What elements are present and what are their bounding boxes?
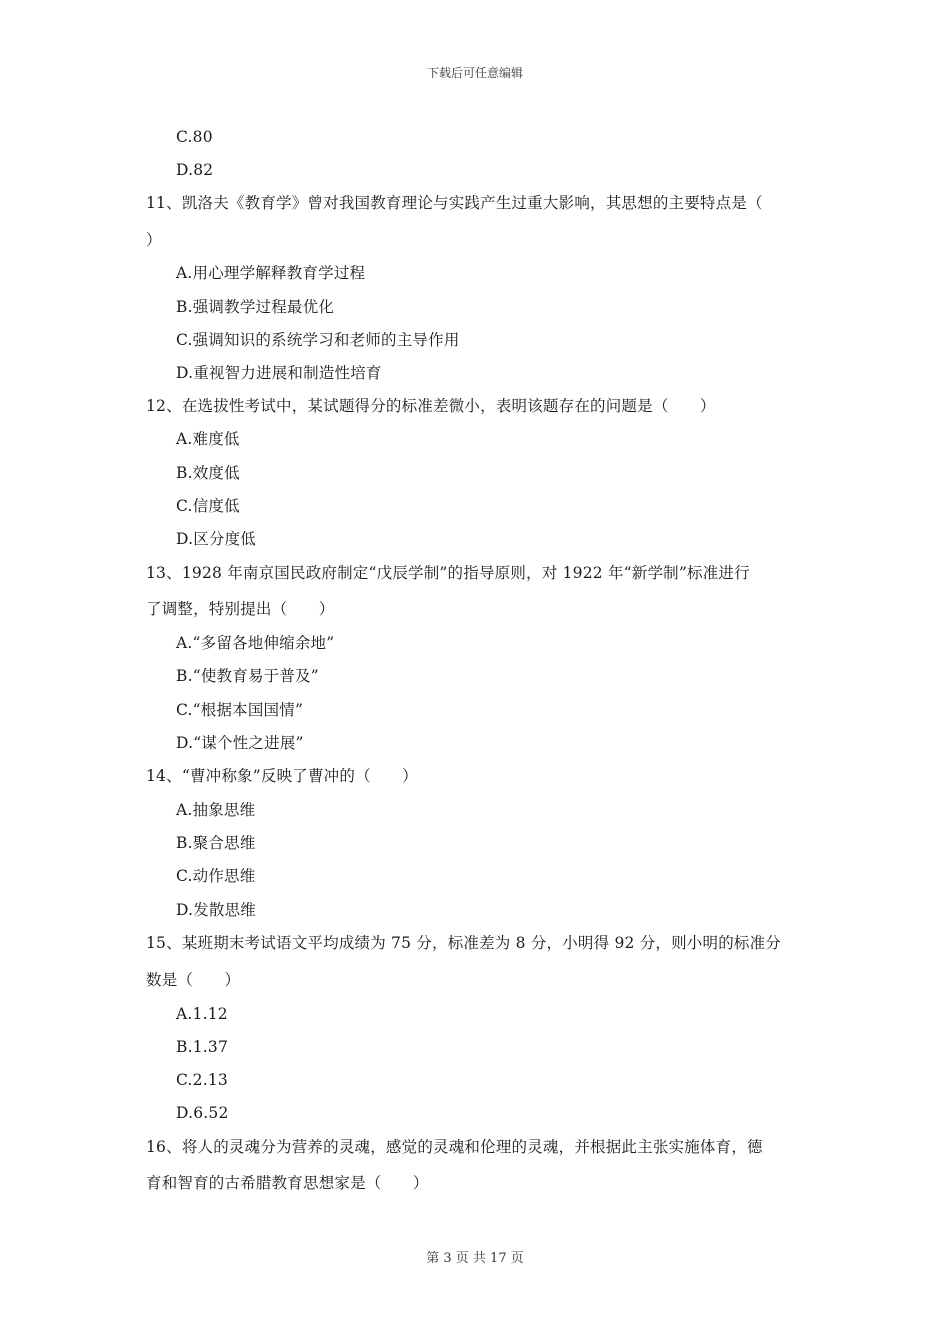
question-16-line-2: 育和智育的古希腊教育思想家是（ ） [146, 1174, 429, 1192]
question-15-line-1: 15、某班期末考试语文平均成绩为 75 分，标准差为 8 分，小明得 92 分，则小明的标准分 [146, 934, 781, 952]
option-d-q14: D.发散思维 [176, 901, 257, 919]
option-c-q14: C.动作思维 [176, 867, 256, 885]
option-d-q15: D.6.52 [176, 1104, 229, 1122]
option-d-q10: D.82 [176, 161, 214, 179]
option-a-q15: A.1.12 [176, 1005, 228, 1023]
option-b-q14: B.聚合思维 [176, 834, 256, 852]
page-header: 下载后可任意编辑 [426, 66, 523, 80]
option-a-q12: A.难度低 [176, 430, 240, 448]
option-a-q14: A.抽象思维 [176, 801, 256, 819]
question-11-line-1: 11、凯洛夫《教育学》曾对我国教育理论与实践产生过重大影响，其思想的主要特点是（ [146, 194, 763, 212]
question-11-line-2: ） [146, 231, 162, 249]
option-a-q13: A.“多留各地伸缩余地” [176, 634, 335, 652]
question-15-line-2: 数是（ ） [146, 971, 241, 989]
option-a-q11: A.用心理学解释教育学过程 [176, 264, 366, 282]
option-d-q13: D.“谋个性之进展” [176, 734, 304, 752]
option-d-q12: D.区分度低 [176, 530, 257, 548]
option-c-q11: C.强调知识的系统学习和老师的主导作用 [176, 331, 460, 349]
page-footer: 第 3 页 共 17 页 [426, 1251, 524, 1266]
option-b-q13: B.“使教育易于普及” [176, 667, 319, 685]
option-c-q15: C.2.13 [176, 1071, 228, 1089]
option-b-q11: B.强调教学过程最优化 [176, 298, 335, 316]
question-13-line-2: 了调整，特别提出（ ） [146, 600, 335, 618]
option-c-q10: C.80 [176, 128, 213, 146]
question-14: 14、“曹冲称象”反映了曹冲的（ ） [146, 767, 418, 785]
option-c-q12: C.信度低 [176, 497, 240, 515]
option-d-q11: D.重视智力进展和制造性培育 [176, 364, 382, 382]
option-b-q12: B.效度低 [176, 464, 240, 482]
option-b-q15: B.1.37 [176, 1038, 229, 1056]
question-13-line-1: 13、1928 年南京国民政府制定“戊辰学制”的指导原则，对 1922 年“新学制”标准进行 [146, 564, 750, 582]
question-16-line-1: 16、将人的灵魂分为营养的灵魂，感觉的灵魂和伦理的灵魂，并根据此主张实施体育，德 [146, 1138, 763, 1156]
option-c-q13: C.“根据本国国情” [176, 701, 304, 719]
question-12: 12、在选拔性考试中，某试题得分的标准差微小，表明该题存在的问题是（ ） [146, 397, 716, 415]
